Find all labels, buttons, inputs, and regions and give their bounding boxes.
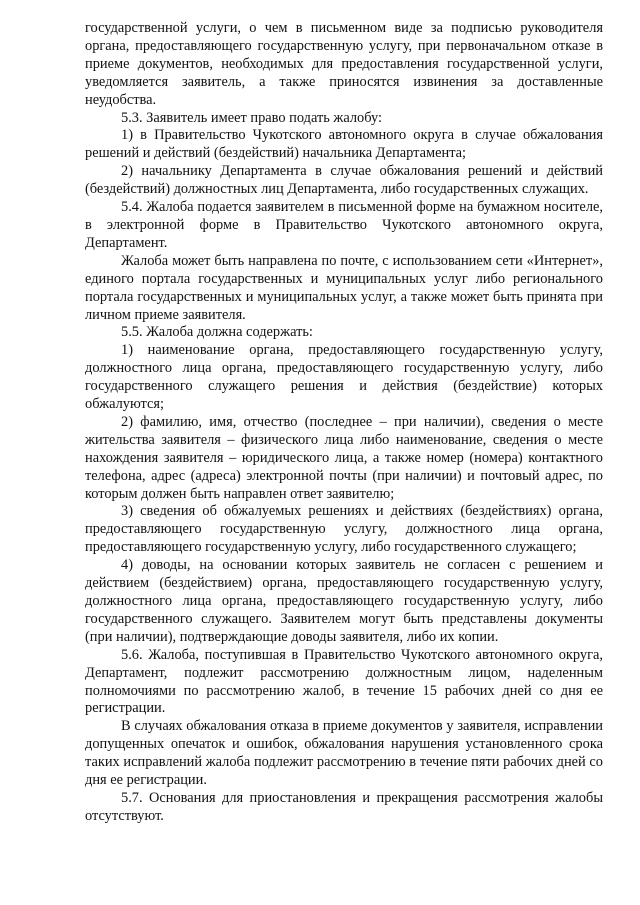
paragraph-5-5-item-1: 1) наименование органа, предоставляющего государственную услугу, должностного лица органа, предоставляющего государственную услугу, либо государственного служащего решения и действия (бездействие) которых обжалуются; [85, 342, 603, 413]
paragraph-5-3-item-1: 1) в Правительство Чукотского автономного округа в случае обжалования решений и действий (бездействий) начальника Департамента; [85, 127, 603, 162]
paragraph-5-6-refusal-cases: В случаях обжалования отказа в приеме документов у заявителя, исправлении допущенных опечаток и ошибок, обжалования нарушения установленного срока таких исправлений жалоба подлежит рассмотрению в течение пяти рабочих дней со дня ее регистрации. [85, 718, 603, 789]
paragraph-continuation: государственной услуги, о чем в письменном виде за подписью руководителя органа, предоставляющего государственную услугу, при первоначальном отказе в приеме документов, необходимых для предоставления государственной услуги, уведомляется заявитель, а также приносятся извинения за доставленные неудобства. [85, 20, 603, 108]
paragraph-5-3-item-2: 2) начальнику Департамента в случае обжалования решений и действий (бездействий) должностных лиц Департамента, либо государственных служащих. [85, 163, 603, 198]
paragraph-5-5-item-2: 2) фамилию, имя, отчество (последнее – при наличии), сведения о месте жительства заявителя – физического лица либо наименование, сведения о месте нахождения заявителя – юридического лица, а также номер (номера) контактного телефона, адрес (адреса) электронной почты (при наличии) и почтовый адрес, по которым должен быть направлен ответ заявителю; [85, 413, 603, 502]
paragraph-5-3-heading: 5.3. Заявитель имеет право подать жалобу: [121, 109, 383, 126]
paragraph-5-5-item-4: 4) доводы, на основании которых заявитель не согласен с решением и действием (бездействием) органа, предоставляющего государственную услугу, должностного лица органа, предоставляющего государственную услугу, либо государственного служащего. Заявителем могут быть представлены документы (при наличии), подтверждающие доводы заявителя, либо их копии. [85, 557, 603, 645]
paragraph-5-5-item-3: 3) сведения об обжалуемых решениях и действиях (бездействиях) органа, предоставляющего государственную услугу, должностного лица органа, предоставляющего государственную услугу, либо государственного служащего; [85, 503, 603, 556]
paragraph-5-4-delivery: Жалоба может быть направлена по почте, с использованием сети «Интернет», единого портала государственных и муниципальных услуг либо регионального портала государственных и муниципальных услуг, а также может быть принята при личном приеме заявителя. [85, 252, 603, 323]
paragraph-5-6: 5.6. Жалоба, поступившая в Правительство Чукотского автономного округа, Департамент, подлежит рассмотрению должностным лицом, наделенным полномочиями по рассмотрению жалоб, в течение 15 рабочих дней со дня ее регистрации. [85, 646, 603, 717]
document-page [85, 20, 603, 826]
paragraph-5-5-heading: 5.5. Жалоба должна содержать: [121, 324, 313, 341]
paragraph-5-4: 5.4. Жалоба подается заявителем в письменной форме на бумажном носителе, в электронной форме в Правительство Чукотского автономного округа, Департамент. [85, 199, 603, 251]
paragraph-5-7: 5.7. Основания для приостановления и прекращения рассмотрения жалобы отсутствуют. [85, 789, 603, 824]
